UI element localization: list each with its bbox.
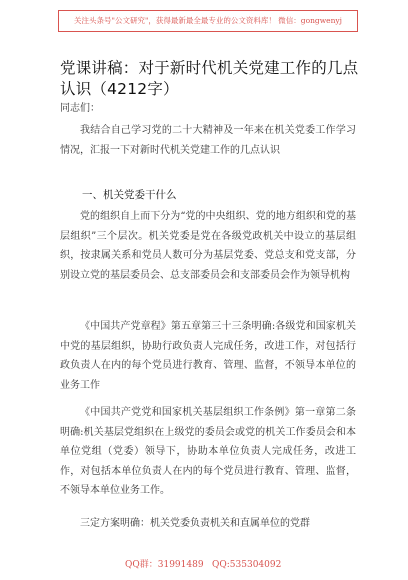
qq-contact-number: QQ:535304092 (212, 560, 282, 570)
header-promo-banner: 关注头条号"公文研究"，获得最新最全最专业的公文资料库！ 微信：gongwenyj (58, 10, 358, 32)
body-paragraph: 党的组织自上而下分为“党的中央组织、党的地方组织和党的基层组织”三个层次。机关党委是党在各级党政机关中设立的基层组织，按隶属关系和党员人数可分为基层党委、党总支和党支部，分别设立党的基层委员会、总支部委员会和支部委员会作为领导机构 (60, 211, 356, 281)
body-paragraph: 三定方案明确：机关党委负责机关和直属单位的党群 (80, 518, 310, 529)
body-paragraph: 《中国共产党党和国家机关基层组织工作条例》第一章第二条明确:机关基层党组织在上级党的委员会或党的机关工作委员会和本单位党组（党委）领导下，协助本单位负责人完成任务，改进工作，对包括本单位负责人在内的每个党员进行教育、管理、监督，不领导本单位业务工作。 (60, 407, 356, 496)
section-heading: 一、机关党委干什么 (82, 189, 177, 201)
footer-contact (0, 556, 408, 574)
document-title: 党课讲稿：对于新时代机关党建工作的几点认识（4212字） (60, 59, 359, 98)
body-paragraph: 《中国共产党章程》第五章第三十三条明确:各级党和国家机关中党的基层组织，协助行政负责人完成任务，改进工作，对包括行政负责人在内的每个党员进行教育、管理、监督，不领导本单位的业务工作 (60, 321, 356, 391)
salutation: 同志们： (60, 103, 100, 114)
intro-paragraph: 我结合自己学习党的二十大精神及一年来在机关党委工作学习情况，汇报一下对新时代机关党建工作的几点认识 (60, 125, 356, 156)
qq-group-number: QQ群：31991489 (125, 560, 204, 570)
